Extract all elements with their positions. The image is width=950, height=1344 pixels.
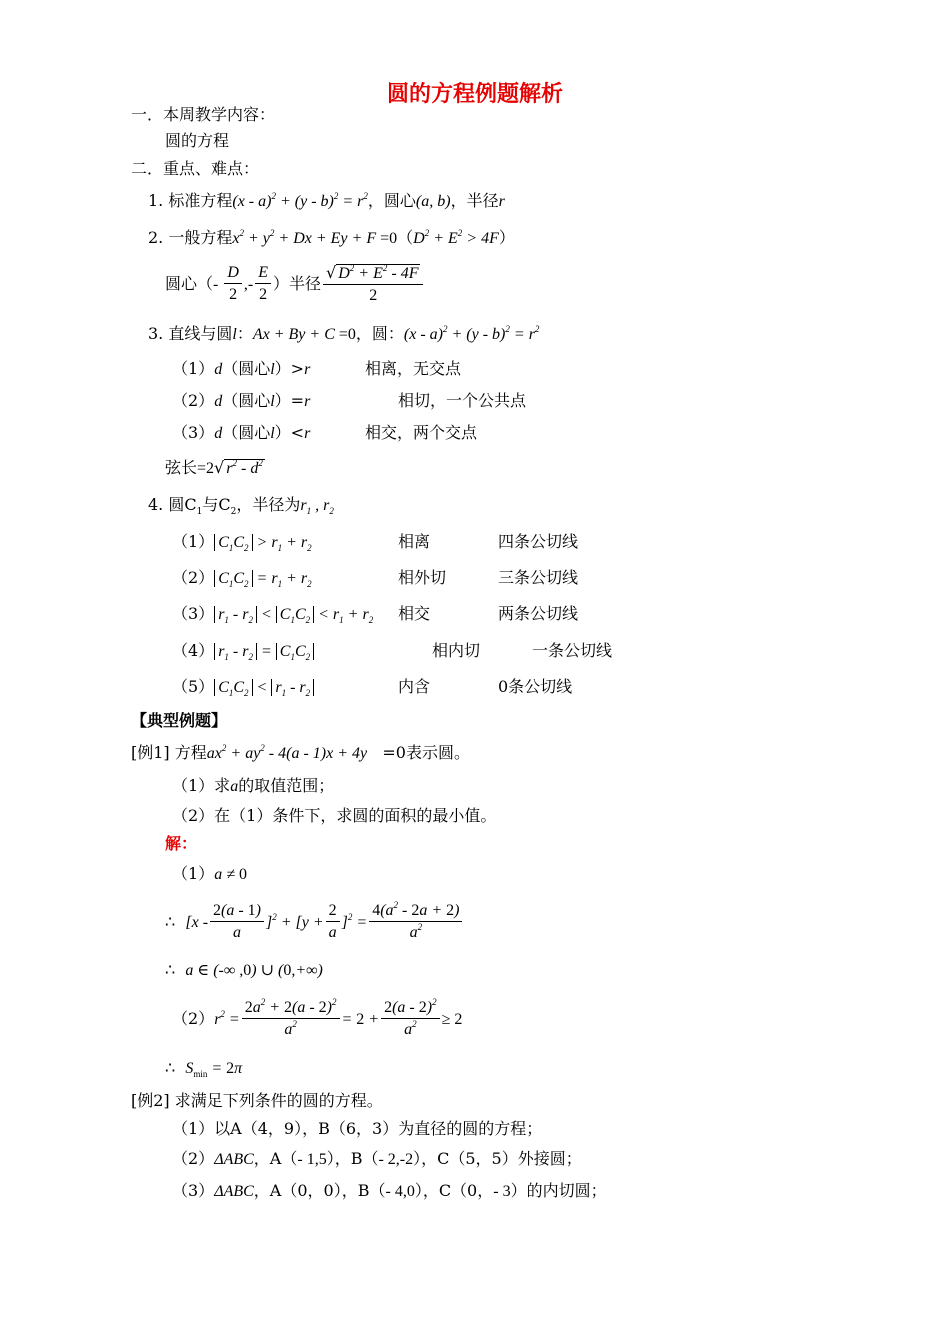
example-1-solution-label: 解： <box>165 834 198 853</box>
circle-case-1-tangents: 四条公切线 <box>498 532 579 551</box>
example-2-statement: [例2] 求满足下列条件的圆的方程。 <box>131 1091 383 1110</box>
line-case-3: （3）d（圆心l）<r <box>172 423 311 442</box>
center-label: 圆心（ <box>165 274 214 293</box>
section-1-heading: 一．本周教学内容： <box>131 105 276 124</box>
item-1-standard-equation: 1. 标准方程$(x - a)^2 + (y - b)^2 = r^2$，圆心(a, b)，半径r <box>148 191 505 210</box>
example-2-question-3: （3）ΔABC，A（0，0），B（- 4,0），C（0，- 3）的内切圆； <box>172 1181 607 1200</box>
section-1-content: 圆的方程 <box>165 131 230 150</box>
item-1-radius-label: ，半径 <box>450 191 499 210</box>
circle-case-5-relation: 内含 <box>398 677 431 696</box>
item-1-label: 标准方程 <box>168 191 233 210</box>
item-3-line-circle: 3. 直线与圆l：Ax + By + C =0，圆：$(x - a)^2 + (y - b)^2 = r^2$ <box>148 324 540 343</box>
circle-case-3-relation: 相交 <box>398 604 431 623</box>
circle-case-2-tangents: 三条公切线 <box>498 568 579 587</box>
line-case-2: （2）d（圆心l）=r <box>172 391 311 410</box>
line-case-3-result: 相交，两个交点 <box>365 423 478 442</box>
solution-step-2: $(2)r^2$ = $\frac{2a^2 + 2(a - 2)^2}{a^2}$ = 2 + $\frac{2(a - 2)^2}{a^2}$ ≥ 2 <box>172 997 462 1042</box>
item-2-label: 一般方程 <box>168 228 233 247</box>
circle-case-4-tangents: 一条公切线 <box>532 641 613 660</box>
circle-case-5-tangents: 0条公切线 <box>498 677 573 696</box>
solution-minimum-area: ∴ $S_{min} = 2\pi$ <box>165 1058 243 1079</box>
examples-heading: 【典型例题】 <box>131 711 228 730</box>
item-4-two-circles: 4. 圆$C_1$与$C_2$，半径为$r_1$ , $r_2$ <box>148 495 334 517</box>
section-2-heading: 二．重点、难点： <box>131 159 260 178</box>
circle-case-2: （2） $C_1C_2 = r_1 + r_2$ <box>172 568 312 589</box>
item-2-general-equation: 2. 一般方程$x^2 + y^2 + Dx + Ey + F =0(D^2 + E^2 > 4F)$ <box>148 228 515 247</box>
item-4-number: 4. <box>148 495 164 514</box>
circle-case-1: （1） $C_1C_2 > r_1 + r_2$ <box>172 532 312 553</box>
circle-case-2-relation: 相外切 <box>398 568 447 587</box>
line-case-1: （1）d（圆心l）>r <box>172 359 311 378</box>
circle-case-5: （5） $C_1C_2 < r_1 - r_2$ <box>172 675 314 700</box>
solution-step-1: （1）a ≠ 0 <box>172 864 247 883</box>
example-1-question-2: （2）在（1）条件下，求圆的面积的最小值。 <box>172 806 497 825</box>
chord-length: 弦长=2√ $r^2 - d^2$ <box>165 458 263 477</box>
line-case-2-result: 相切，一个公共点 <box>398 391 527 410</box>
solution-completed-square: ∴ [x - $\frac{2(a - 1)}{a}$ ]$^2$ + [y + $\frac{2}{a}$ ]$^2$ = $\frac{4(a^2 - 2a + 2)}{a^2}$ <box>165 900 464 945</box>
example-2-question-2: （2）ΔABC，A（- 1,5），B（- 2,-2），C（5，5）外接圆； <box>172 1149 582 1168</box>
item-1-number: 1. <box>148 191 164 210</box>
item-3-number: 3. <box>148 324 164 343</box>
item-3-label: 直线与圆 <box>168 324 233 343</box>
example-2-question-1: （1）以A（4，9），B（6，3）为直径的圆的方程； <box>172 1119 543 1138</box>
item-2-number: 2. <box>148 228 164 247</box>
line-case-1-result: 相离，无交点 <box>365 359 462 378</box>
circle-case-4-relation: 相内切 <box>432 641 481 660</box>
example-1-statement: [例1] 方程$ax^2 + ay^2 - 4(a - 1)x + 4y$ =0表示圆。 <box>131 743 470 762</box>
circle-case-3: （3） $r_1 - r_2 < C_1C_2 < r_1 + r_2$ <box>172 604 374 625</box>
example-1-question-1: （1）求a的取值范围； <box>172 776 335 795</box>
radius-label: ）半径 <box>273 274 322 293</box>
item-2-center-radius: 圆心（- $\frac{D}{2}$ ,- $\frac{E}{2}$ ）半径 $\frac{√ D^2 + E^2 - 4F}{2}$ <box>165 262 425 307</box>
circle-case-1-relation: 相离 <box>398 532 431 551</box>
item-1-radius-symbol: r <box>498 193 505 210</box>
solution-range: ∴ a ∈ (-∞ ,0) ∪ (0,+∞) <box>165 960 323 979</box>
item-1-center-label: ，圆心 <box>367 191 416 210</box>
circle-case-4: （4） $r_1 - r_2 = C_1C_2$ <box>172 639 314 664</box>
page-title: 圆的方程例题解析 <box>386 81 563 107</box>
circle-case-3-tangents: 两条公切线 <box>498 604 579 623</box>
